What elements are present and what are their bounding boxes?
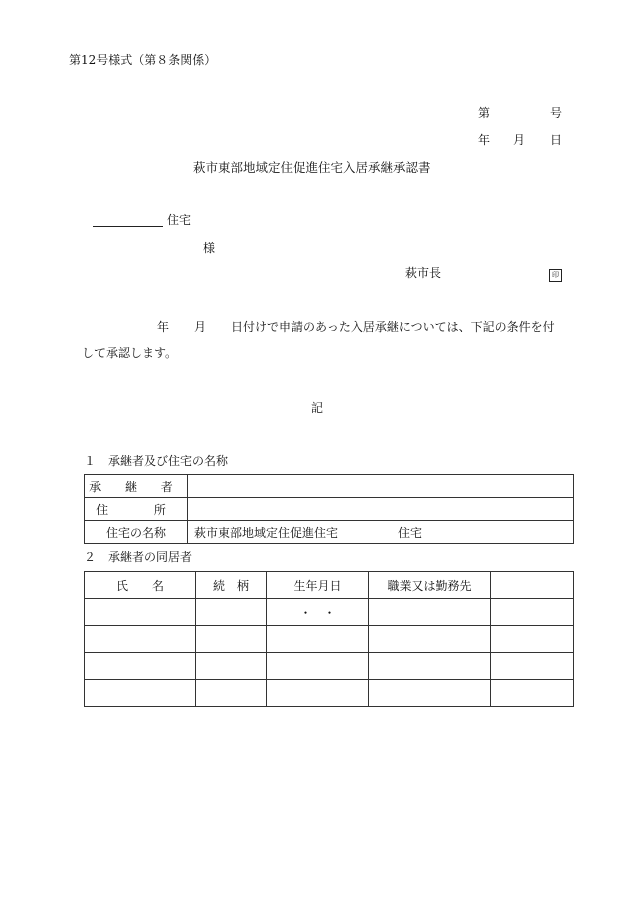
table-row xyxy=(85,653,574,680)
cell-name xyxy=(85,680,196,707)
cell-occupation xyxy=(369,653,491,680)
successor-value xyxy=(188,475,574,498)
section2-heading: ２ 承継者の同居者 xyxy=(84,550,193,564)
number-dai: 第 xyxy=(478,106,491,120)
form-reference: 第12号様式（第８条関係） xyxy=(69,53,217,67)
cell-birthdate: ・ ・ xyxy=(267,599,369,626)
cell-extra xyxy=(491,653,574,680)
cell-birthdate xyxy=(267,626,369,653)
date-month: 月 xyxy=(513,133,526,147)
cell-extra xyxy=(491,626,574,653)
table-row xyxy=(85,599,574,626)
addressee-name-blank xyxy=(93,226,163,227)
cell-relationship xyxy=(196,626,267,653)
document-title: 萩市東部地域定住促進住宅入居承継承認書 xyxy=(193,160,431,175)
housing-name-label: 住宅の名称 xyxy=(85,521,188,544)
successor-label: 承 継 者 xyxy=(85,475,188,498)
number-go: 号 xyxy=(550,106,563,120)
issuer-name: 萩市長 xyxy=(405,266,442,280)
table-row xyxy=(85,521,574,544)
addressee-honorific: 様 xyxy=(203,241,216,255)
cell-name xyxy=(85,599,196,626)
body-line-2: して承認します。 xyxy=(82,346,178,360)
table-row xyxy=(85,475,574,498)
address-value xyxy=(188,498,574,521)
cell-occupation xyxy=(369,599,491,626)
col-extra xyxy=(491,572,574,599)
table-row xyxy=(85,626,574,653)
body-month: 月 xyxy=(194,320,207,334)
cell-occupation xyxy=(369,680,491,707)
table-row xyxy=(85,680,574,707)
housing-name-value: 萩市東部地域定住促進住宅 住宅 xyxy=(188,521,574,544)
seal-mark xyxy=(549,266,562,282)
cell-birthdate xyxy=(267,653,369,680)
cell-relationship xyxy=(196,599,267,626)
cell-extra xyxy=(491,680,574,707)
cohabitants-table xyxy=(84,571,574,707)
date-year: 年 xyxy=(478,133,491,147)
col-birthdate: 生年月日 xyxy=(267,572,369,599)
body-line-1: 日付けで申請のあった入居承継については、下記の条件を付 xyxy=(231,320,555,334)
col-relationship: 続 柄 xyxy=(196,572,267,599)
cell-birthdate xyxy=(267,680,369,707)
col-name: 氏 名 xyxy=(85,572,196,599)
cell-relationship xyxy=(196,680,267,707)
section1-heading: １ 承継者及び住宅の名称 xyxy=(84,454,229,468)
ki-mark: 記 xyxy=(311,401,324,415)
body-year: 年 xyxy=(157,320,170,334)
col-occupation: 職業又は勤務先 xyxy=(369,572,491,599)
cell-occupation xyxy=(369,626,491,653)
cell-extra xyxy=(491,599,574,626)
date-day: 日 xyxy=(550,133,563,147)
successor-table xyxy=(84,474,574,544)
cell-relationship xyxy=(196,653,267,680)
table-row xyxy=(85,498,574,521)
seal-icon: 印 xyxy=(549,269,562,282)
addressee-housing-suffix: 住宅 xyxy=(167,213,192,227)
table-header-row xyxy=(85,572,574,599)
address-label: 住 所 xyxy=(85,498,188,521)
cell-name xyxy=(85,653,196,680)
cell-name xyxy=(85,626,196,653)
